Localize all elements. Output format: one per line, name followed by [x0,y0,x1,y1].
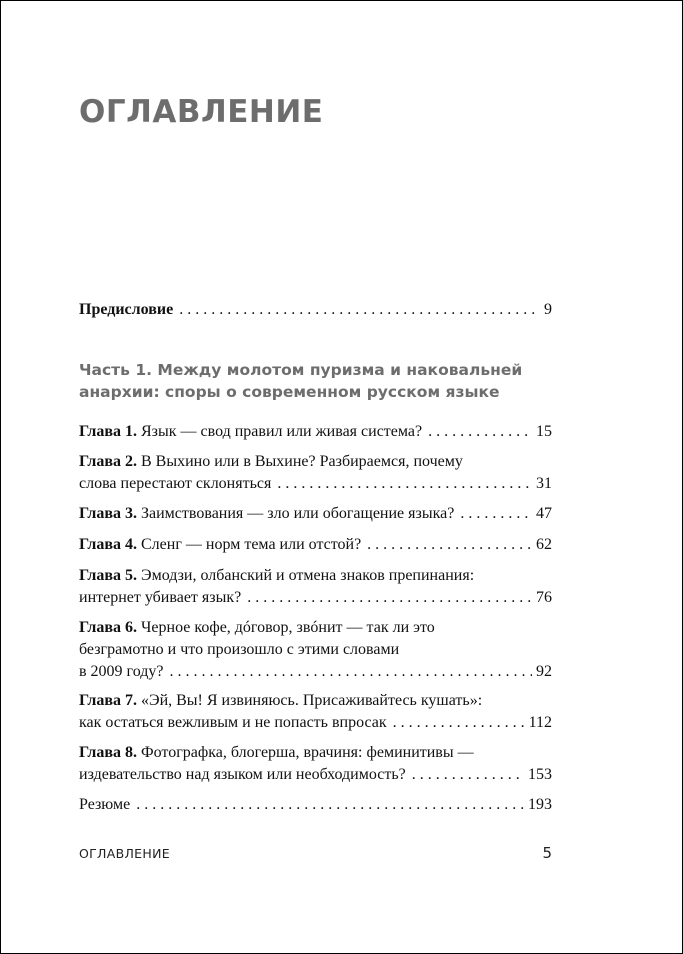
dot-leader [179,299,540,321]
dot-leader [460,503,532,525]
toc-page-number: 9 [544,301,552,318]
toc-page-number: 47 [536,505,552,522]
part-heading-line: анархии: споры о современном русском языке [79,383,500,401]
chapter-title: Сленг — норм тема или отстой? [141,536,362,553]
page-number: 5 [542,844,552,862]
chapter-title: Заимствования — зло или обогащение языка? [141,505,455,522]
chapter-title: в 2009 году? [79,663,164,680]
chapter-title: Язык — свод правил или живая система? [141,423,423,440]
chapter-title: безграмотно и что произошло с этими словами [79,641,400,658]
chapter-label: Глава 1. [79,423,137,440]
chapter-title: Эмодзи, олбанский и отмена знаков препинания: [141,567,475,584]
chapter-label: Глава 8. [79,744,137,761]
chapter-title: интернет убивает язык? [79,589,242,606]
chapter-label: Глава 5. [79,567,137,584]
toc-entry-chapter-5[interactable] [79,565,552,609]
toc-page-number: 15 [536,423,552,440]
chapter-title: В Выхино или в Выхине? Разбираемся, почему [141,453,463,470]
toc-page-number: 153 [528,766,552,783]
toc-entry-chapter-6[interactable] [79,617,552,683]
toc-part-heading[interactable] [79,359,552,403]
chapter-title: как остаться вежливым и не попасть впросак [79,714,387,731]
chapter-label: Глава 6. [79,619,137,636]
toc-entry-title: Резюме [79,796,131,813]
chapter-title: Черное кофе, дóговор, звóнит — так ли это [141,619,435,636]
chapter-label: Глава 2. [79,453,137,470]
running-footer: ОГЛАВЛЕНИЕ [79,846,170,861]
toc-entry-preface[interactable] [79,299,552,321]
toc-page-number: 31 [536,475,552,492]
toc-entry-chapter-2[interactable] [79,451,552,495]
part-heading-line: Часть 1. Между молотом пуризма и наковальней [79,361,523,379]
dot-leader [277,473,532,495]
dot-leader [428,421,532,443]
toc-page-number: 92 [536,663,552,680]
chapter-title: слова перестают склоняться [79,475,272,492]
dot-leader [247,587,532,609]
page-title: ОГЛАВЛЕНИЕ [79,94,324,130]
toc-entry-chapter-1[interactable] [79,421,552,443]
chapter-label: Глава 3. [79,505,137,522]
chapter-title: «Эй, Вы! Я извиняюсь. Присаживайтесь кушать»: [141,692,483,709]
chapter-title: Фотографка, блогерша, врачиня: феминитивы — [141,744,474,761]
dot-leader [367,534,532,556]
chapter-title: издевательство над языком или необходимость? [79,766,406,783]
toc-entry-chapter-4[interactable] [79,534,552,556]
toc-entry-title: Предисловие [79,301,174,318]
toc-page-number: 76 [536,589,552,606]
toc-entry-chapter-8[interactable] [79,742,552,786]
dot-leader [170,661,533,683]
dot-leader [393,712,525,734]
toc-entry-chapter-3[interactable] [79,503,552,525]
toc-page-number: 112 [528,714,552,731]
toc-page-number: 62 [536,536,552,553]
toc-entry-summary[interactable] [79,794,552,816]
dot-leader [412,764,524,786]
dot-leader [136,794,524,816]
chapter-label: Глава 4. [79,536,137,553]
toc-page-number: 193 [528,796,552,813]
chapter-label: Глава 7. [79,692,137,709]
toc-entry-chapter-7[interactable] [79,690,552,734]
